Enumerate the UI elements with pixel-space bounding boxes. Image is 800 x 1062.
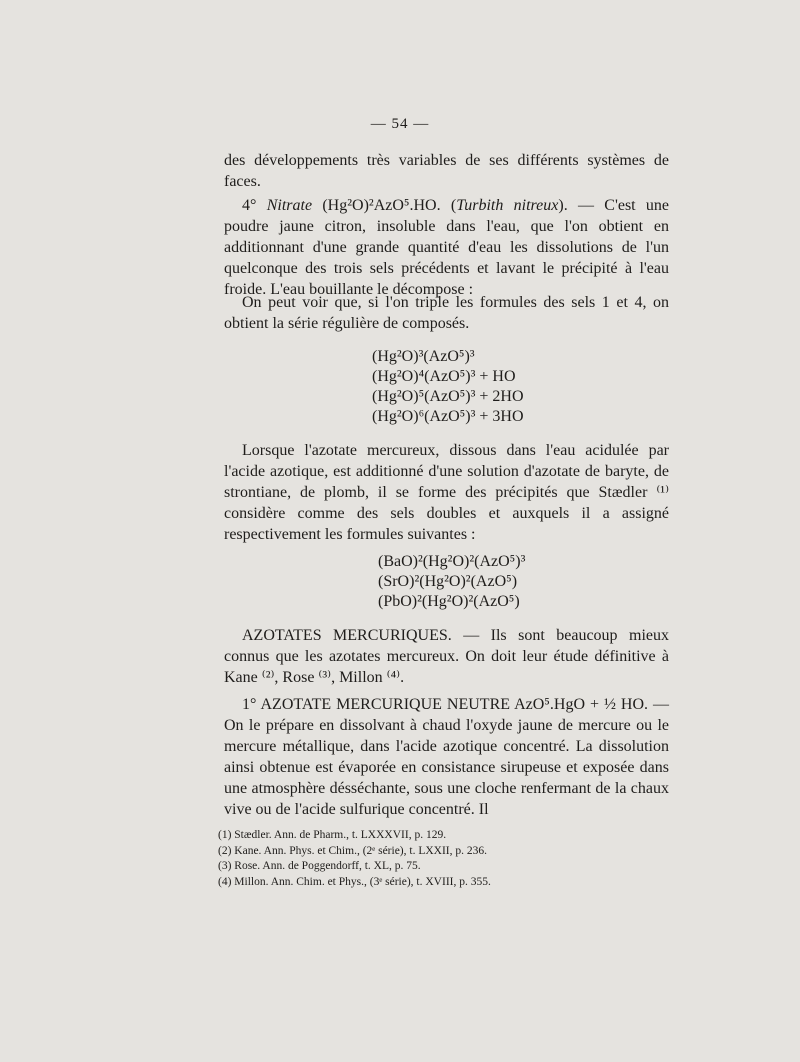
paragraph-series xyxy=(224,292,669,334)
formula: (Hg²O)⁴(AzO⁵)³ + HO xyxy=(372,368,516,385)
formula: (PbO)²(Hg²O)²(AzO⁵) xyxy=(378,593,520,610)
paragraph-text: Lorsque l'azotate mercureux, dissous dans l'eau acidulée par l'acide azotique, est additionné d'une solution d'azotate de baryte, de strontiane, de plomb, il se forme des précipités que Stædler ⁽¹⁾ considère comme des sels doubles et auxquels il a assigné respectivement les formules suivantes : xyxy=(224,442,669,543)
paragraph-nitrate xyxy=(224,195,669,300)
footnotes xyxy=(218,828,678,890)
paragraph-text: AZOTATES MERCURIQUES. — Ils sont beaucoup mieux connus que les azotates mercureux. On doit leur étude définitive à Kane ⁽²⁾, Rose ⁽³⁾, Millon ⁽⁴⁾. xyxy=(224,627,669,686)
formula: (BaO)²(Hg²O)²(AzO⁵)³ xyxy=(378,553,526,570)
description: ). — C'est une poudre jaune citron, insoluble dans l'eau, que l'on obtient en additionnant d'une grande quantité d'eau les dissolutions de l'un quelconque des trois sels précédents et lavant le précipité à l'eau froide. L'eau bouillante le décompose : xyxy=(224,197,670,298)
formula: (Hg²O)³(AzO⁵)³ xyxy=(372,348,475,365)
page-number: — 54 — xyxy=(370,116,430,132)
paragraph-intro xyxy=(224,150,669,192)
paragraph-staedler xyxy=(224,440,669,545)
formula-list xyxy=(372,347,524,427)
formula: (Hg²O)⁶(AzO⁵)³ + 3HO xyxy=(372,408,524,425)
salt-name: Nitrate xyxy=(266,197,313,214)
paragraph-text: 1° AZOTATE MERCURIQUE NEUTRE AzO⁵.HgO + ½ HO. — On le prépare en dissolvant à chaud l'oxyde jaune de mercure ou le mercure métallique, dans l'acide azotique concentré. La dissolution ainsi obtenue est évaporée en consistance sirupeuse et exposée dans une atmosphère désséchante, sous une cloche renfermant de la chaux vive ou de l'acide sulfurique concentré. Il xyxy=(224,696,669,818)
item-number: 4° xyxy=(242,197,267,214)
formula: (SrO)²(Hg²O)²(AzO⁵) xyxy=(378,573,518,590)
paragraph-neutral-nitrate xyxy=(224,694,669,820)
formula-list xyxy=(378,552,525,612)
footnote: (2) Kane. Ann. Phys. et Chim., (2ᵉ série), t. LXXII, p. 236. xyxy=(218,844,488,857)
footnote: (3) Rose. Ann. de Poggendorff, t. XL, p. 75. xyxy=(218,860,421,872)
salt-formula: (Hg²O)²AzO⁵.HO. ( xyxy=(312,197,457,214)
paragraph-mercuric xyxy=(224,625,669,688)
footnote: (4) Millon. Ann. Chim. et Phys., (3ᵉ série), t. XVIII, p. 355. xyxy=(218,875,491,888)
footnote: (1) Stædler. Ann. de Pharm., t. LXXXVII, p. 129. xyxy=(218,829,447,841)
formula: (Hg²O)⁵(AzO⁵)³ + 2HO xyxy=(372,388,524,405)
paragraph-text: On peut voir que, si l'on triple les formules des sels 1 et 4, on obtient la série régulière de composés. xyxy=(224,294,669,332)
common-name: Turbith nitreux xyxy=(456,197,559,214)
paragraph-text xyxy=(224,195,669,300)
paragraph-text: des développements très variables de ses différents systèmes de faces. xyxy=(224,152,669,190)
